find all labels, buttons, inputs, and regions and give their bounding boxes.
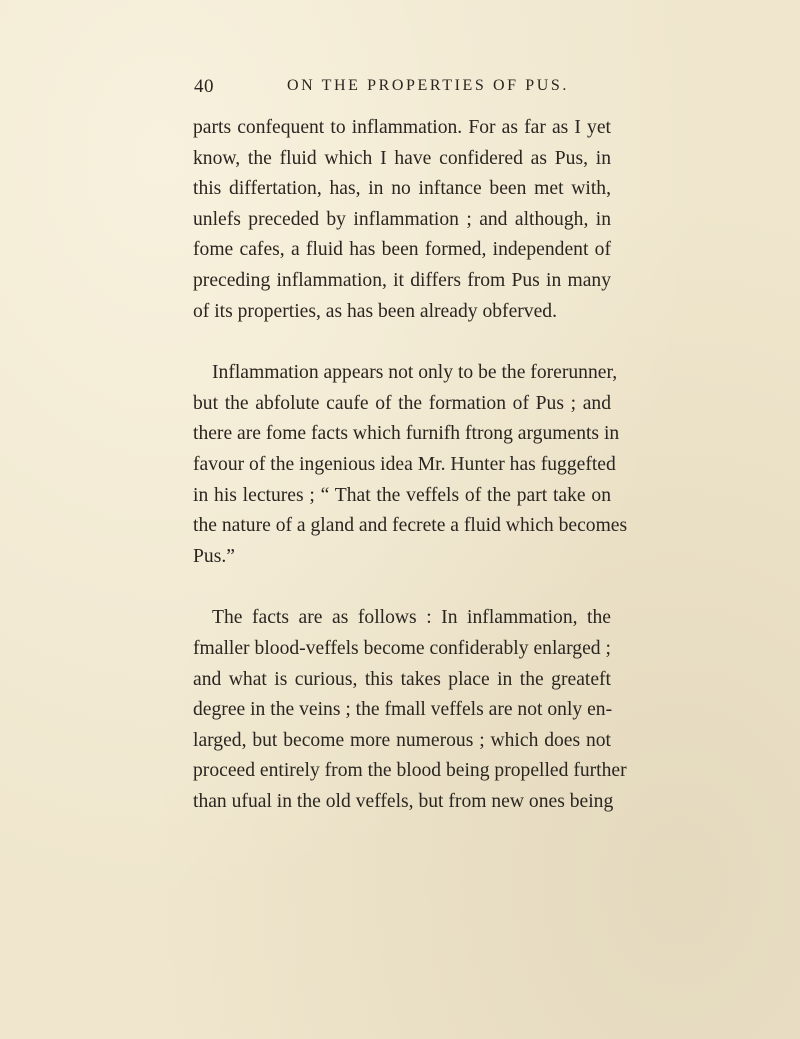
text-line: parts confequent to inflammation. For as far as I yet	[193, 117, 611, 138]
text-line: degree in the veins ; the fmall veffels are not only en-	[193, 699, 613, 721]
text-line: in his lectures ; “ That the veffels of the part take on	[193, 484, 611, 506]
text-line: favour of the ingenious idea Mr. Hunter has fuggefted	[193, 453, 616, 475]
paragraph-gap	[193, 327, 611, 358]
text-line: know, the fluid which I have confidered as Pus, in	[193, 147, 611, 169]
paragraph-3	[193, 603, 627, 817]
paragraph-1	[193, 113, 611, 327]
paragraph-gap	[193, 572, 611, 603]
text-line: and what is curious, this takes place in the greateft	[193, 668, 611, 690]
text-line: larged, but become more numerous ; which does not	[193, 729, 611, 751]
text-line: the nature of a gland and fecrete a fluid which becomes	[193, 515, 628, 537]
text-line: preceding inflammation, it differs from Pus in many	[193, 269, 611, 291]
text-line: fmaller blood-veffels become confiderably enlarged ;	[193, 637, 611, 659]
text-line: but the abfolute caufe of the formation of Pus ; and	[193, 392, 611, 414]
text-line: than ufual in the old veffels, but from new ones being	[193, 790, 614, 812]
text-line: Pus.”	[193, 545, 235, 567]
text-line: unlefs preceded by inflammation ; and although, in	[193, 208, 611, 230]
text-line: there are fome facts which furnifh ftrong arguments in	[193, 423, 620, 445]
text-line: proceed entirely from the blood being propelled further	[193, 760, 627, 782]
text-line: The facts are as follows : In inflammation, the	[212, 607, 611, 629]
page-number: 40	[194, 76, 214, 97]
paragraph-2	[193, 358, 628, 572]
body-text	[193, 113, 628, 817]
running-title: ON THE PROPERTIES OF PUS.	[287, 77, 570, 94]
running-head	[194, 76, 604, 100]
text-line: fome cafes, a fluid has been formed, independent of	[193, 239, 611, 261]
text-line: of its properties, as has been already obferved.	[193, 300, 557, 322]
text-line: this differtation, has, in no inftance been met with,	[193, 178, 611, 200]
text-line: Inflammation appears not only to be the forerunner,	[212, 362, 618, 384]
